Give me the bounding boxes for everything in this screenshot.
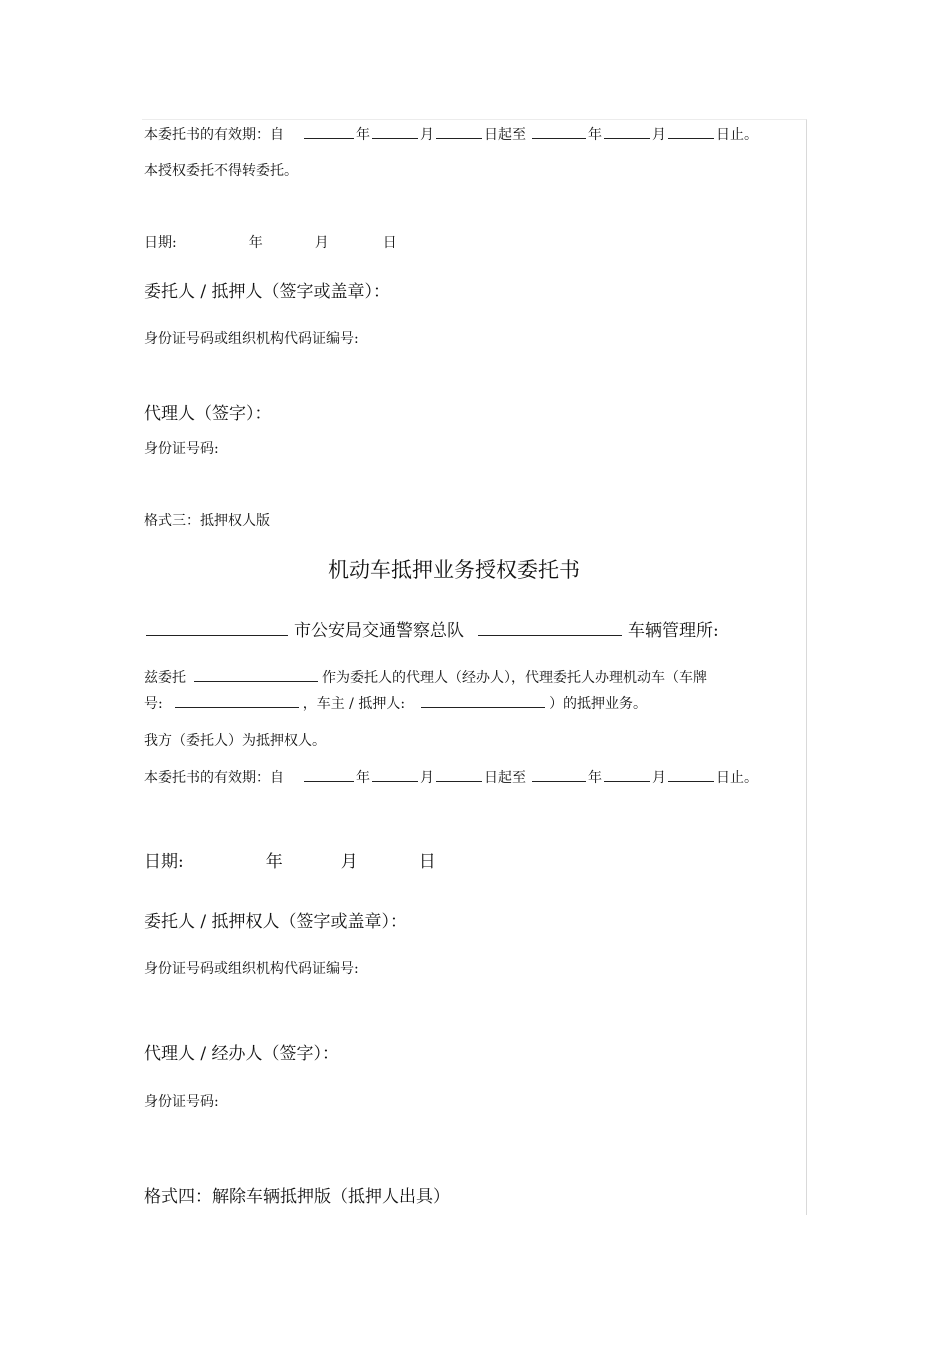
format-four-label: 格式四：解除车辆抵押版（抵押人出具） bbox=[144, 1187, 450, 1207]
document-title: 机动车抵押业务授权委托书 bbox=[328, 558, 580, 582]
year-blank bbox=[304, 124, 354, 139]
date-line: 日期: 年 月 日 bbox=[144, 235, 397, 251]
month-blank bbox=[372, 124, 418, 139]
plate-number-blank bbox=[175, 693, 299, 708]
agent-name-blank bbox=[194, 667, 318, 682]
year-blank bbox=[304, 767, 354, 782]
year-blank bbox=[532, 124, 586, 139]
addressee-line: 市公安局交通警察总队 车辆管理所: bbox=[144, 616, 719, 641]
year-blank bbox=[532, 767, 586, 782]
day-blank bbox=[668, 767, 714, 782]
validity-line: 本委托书的有效期：自 年 月 日起至 年 月 日止。 bbox=[144, 124, 758, 144]
entrust-line-2: 号: ，车主 / 抵押人: ）的抵押业务。 bbox=[144, 693, 647, 713]
principal-signature-label: 委托人 / 抵押人（签字或盖章）： bbox=[144, 282, 391, 302]
role-statement: 我方（委托人）为抵押权人。 bbox=[144, 733, 326, 749]
city-blank bbox=[146, 618, 288, 636]
agent-id-label: 身份证号码: bbox=[144, 1094, 219, 1110]
day-blank bbox=[668, 124, 714, 139]
date-line: 日期: 年 月 日 bbox=[144, 852, 436, 872]
office-blank bbox=[478, 618, 622, 636]
principal-signature-label: 委托人 / 抵押权人（签字或盖章）： bbox=[144, 912, 408, 932]
month-blank bbox=[372, 767, 418, 782]
agent-id-label: 身份证号码: bbox=[144, 441, 219, 457]
validity-line: 本委托书的有效期：自 年 月 日起至 年 月 日止。 bbox=[144, 767, 758, 787]
day-blank bbox=[436, 124, 482, 139]
agent-signature-label: 代理人（签字）： bbox=[144, 404, 272, 424]
no-transfer-note: 本授权委托不得转委托。 bbox=[144, 163, 298, 179]
principal-id-label: 身份证号码或组织机构代码证编号: bbox=[144, 961, 359, 977]
month-blank bbox=[604, 124, 650, 139]
month-blank bbox=[604, 767, 650, 782]
principal-id-label: 身份证号码或组织机构代码证编号: bbox=[144, 331, 359, 347]
day-blank bbox=[436, 767, 482, 782]
validity-prefix: 本委托书的有效期：自 bbox=[144, 127, 284, 143]
entrust-line-1: 兹委托 作为委托人的代理人（经办人），代理委托人办理机动车（车牌 bbox=[144, 667, 707, 687]
agent-signature-label: 代理人 / 经办人（签字）： bbox=[144, 1044, 340, 1064]
format-three-label: 格式三：抵押权人版 bbox=[144, 513, 270, 529]
owner-blank bbox=[421, 693, 545, 708]
validity-prefix: 本委托书的有效期：自 bbox=[144, 770, 284, 786]
